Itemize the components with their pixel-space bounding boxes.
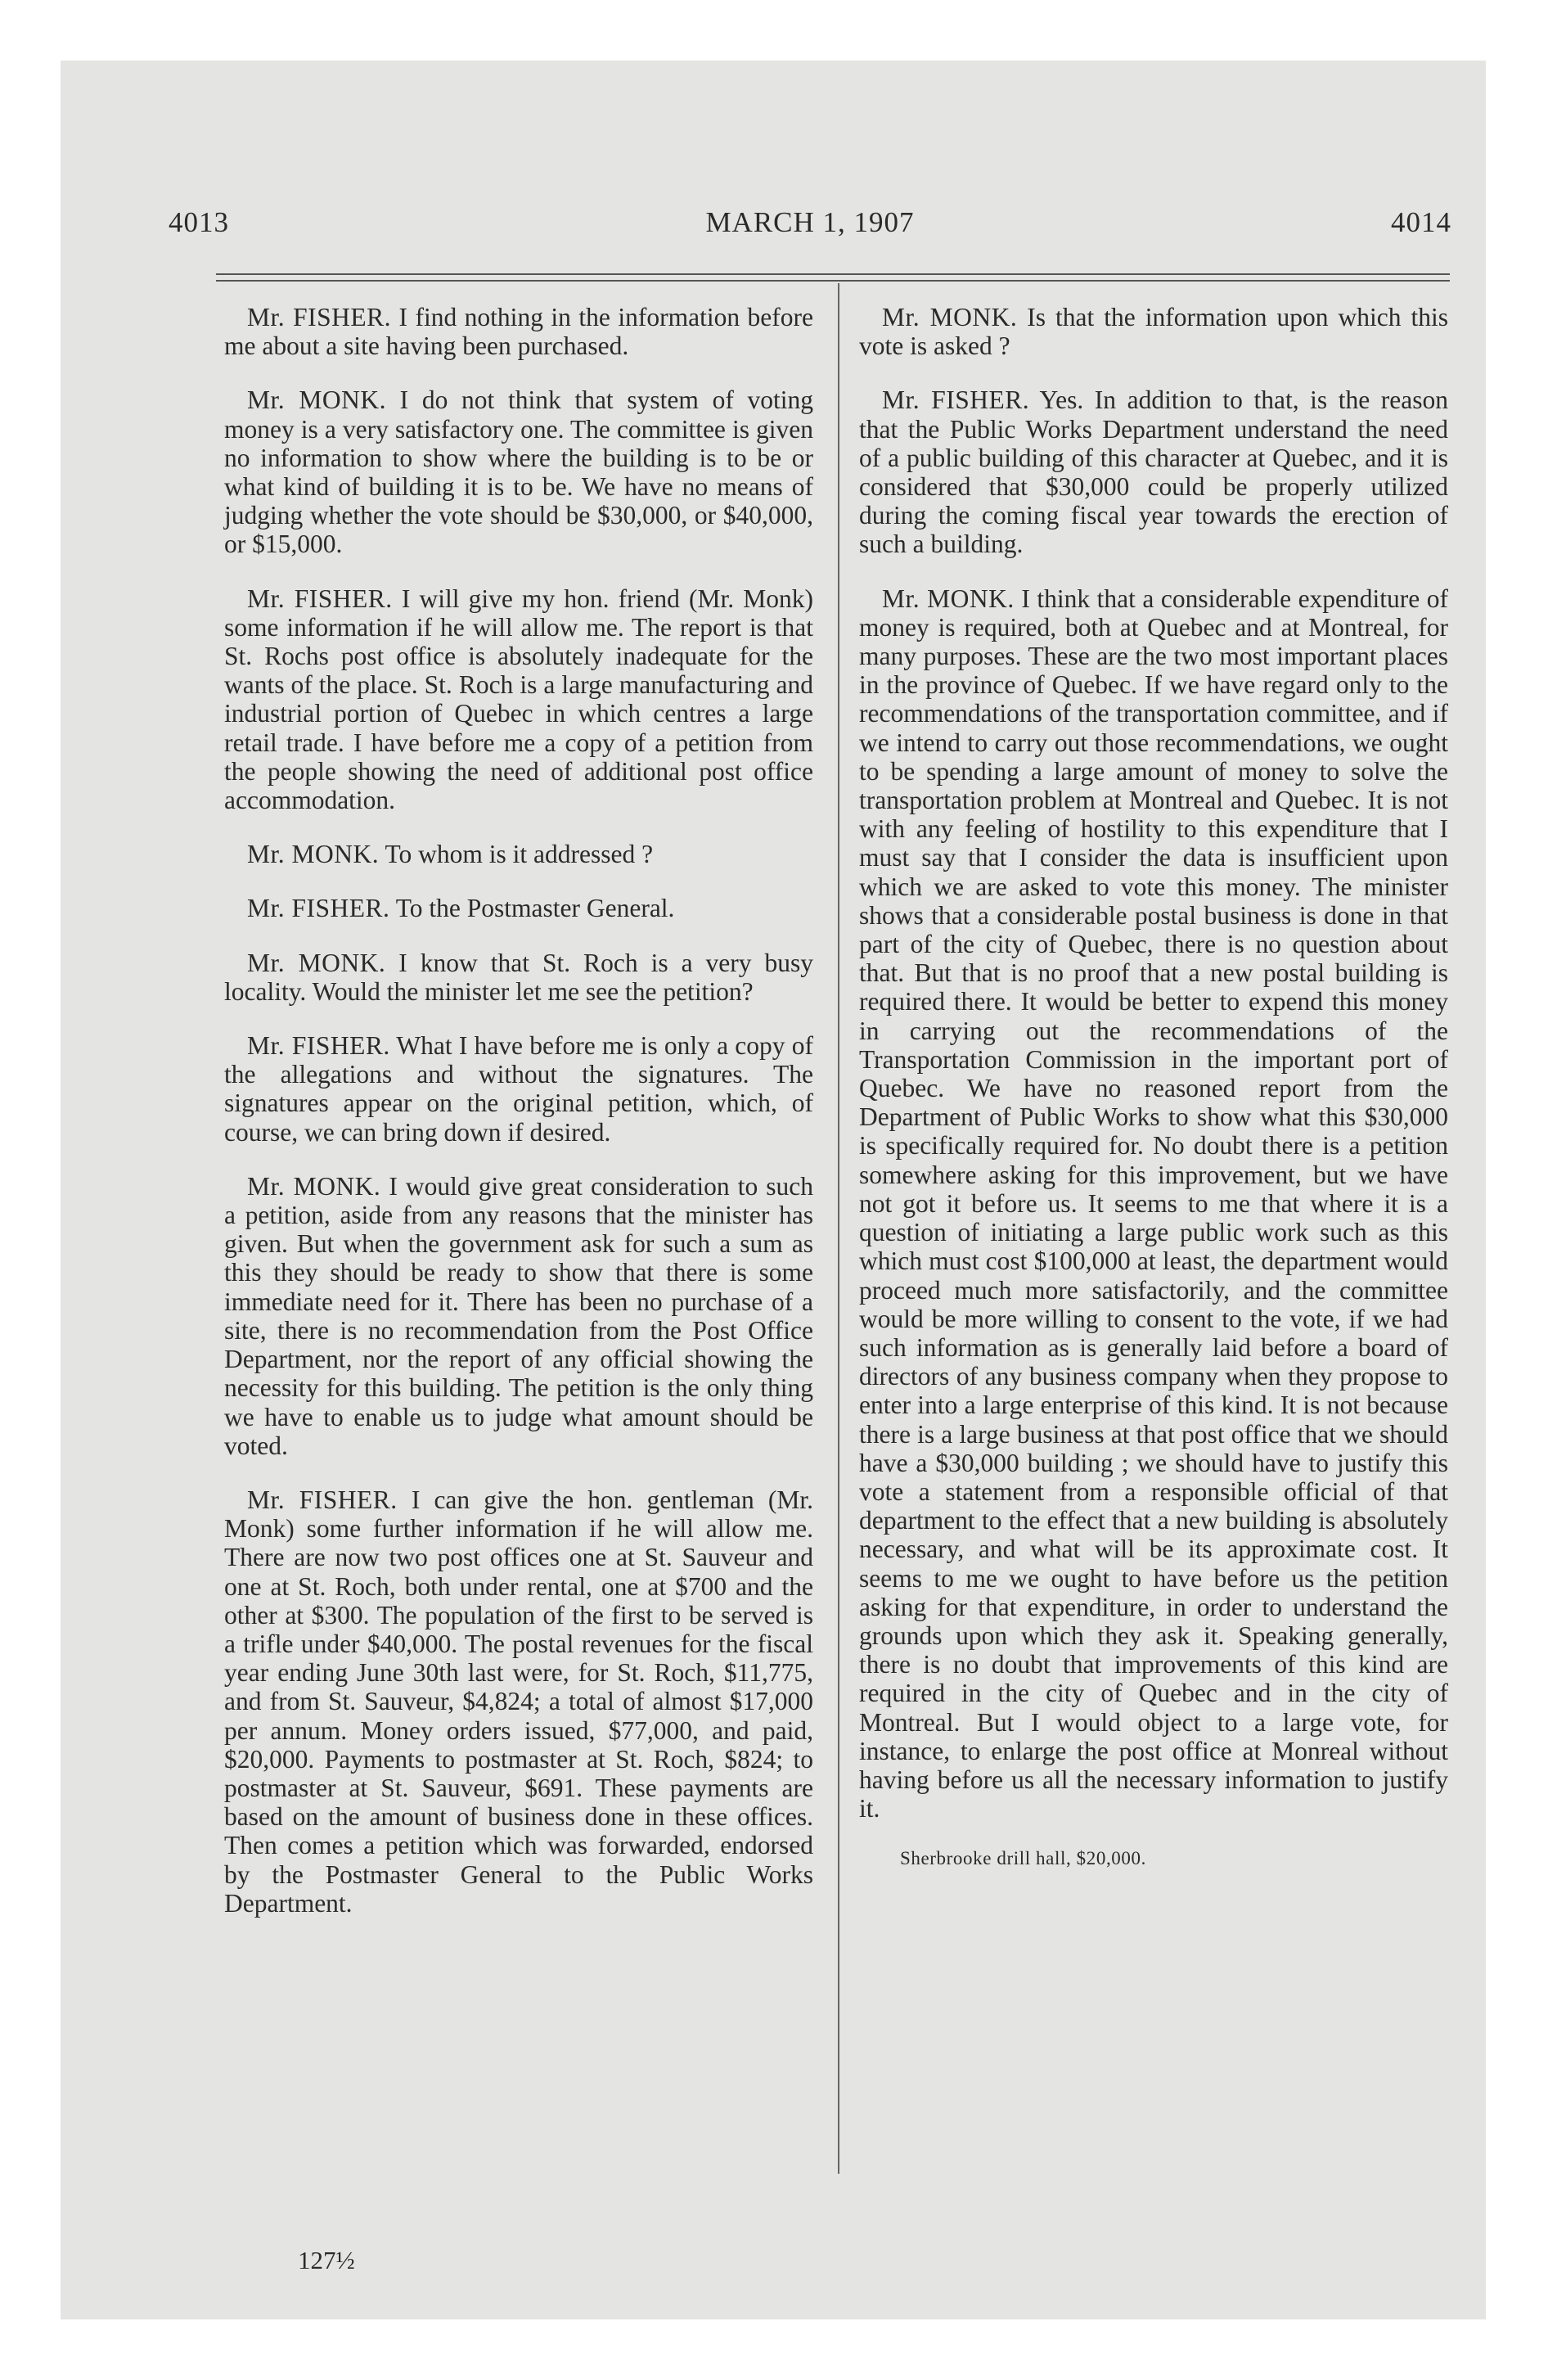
speech-paragraph	[224, 1485, 813, 1918]
speech-paragraph	[224, 584, 813, 815]
speech-text: I do not think that system of voting money is a very satisfactory one. The committee is given no information to show where the building is to be or what kind of building it is to be. We have no means of judging whether the vote should be $30,000, or $40,000, or $15,000.	[224, 385, 814, 559]
speech-text: I will give my hon. friend (Mr. Monk) some information if he will allow me. The report is that St. Rochs post office is absolutely inadequate for the wants of the place. St. Roch is a large manufacturing and industrial portion of Quebec in which centres a large retail trade. I have before me a copy of a petition from the people showing the need of additional post office accommodation.	[224, 584, 813, 815]
speech-paragraph	[859, 584, 1448, 1823]
folio-mark: 127½	[298, 2246, 355, 2274]
speaker-name: Mr. FISHER.	[247, 894, 390, 923]
speech-paragraph	[224, 1031, 813, 1147]
speaker-name: Mr. FISHER.	[247, 303, 392, 331]
speech-paragraph	[224, 385, 813, 558]
speech-paragraph	[224, 840, 813, 868]
header-rule	[216, 273, 1450, 275]
page-number-right: 4014	[1391, 206, 1451, 238]
speech-text: To the Postmaster General.	[395, 894, 675, 923]
speaker-name: Mr. MONK.	[882, 584, 1015, 613]
left-column	[224, 303, 813, 1943]
speech-text: I would give great consideration to such a petition, aside from any reasons that the minister has given. But when the government ask for such a sum as this they should be ready to show that there is some immediate need for it. There has been no purchase of a site, there is no recommendation from the Post Office Department, nor the report of any official showing the necessity for this building. The petition is the only thing we have to enable us to judge what amount should be voted.	[224, 1171, 813, 1460]
page-number-left: 4013	[169, 206, 229, 238]
speaker-name: Mr. MONK.	[247, 385, 386, 415]
speech-text: I find nothing in the information before me about a site having been purchased.	[224, 303, 813, 361]
page-header	[169, 206, 1451, 247]
speaker-name: Mr. MONK.	[882, 303, 1018, 331]
speech-paragraph	[224, 949, 813, 1006]
header-rule	[216, 280, 1450, 282]
speech-paragraph	[859, 385, 1448, 558]
speaker-name: Mr. FISHER.	[247, 1031, 390, 1061]
document-page	[61, 61, 1486, 2319]
speech-paragraph	[859, 303, 1448, 360]
speaker-name: Mr. FISHER.	[247, 1485, 398, 1514]
speech-text: I think that a considerable expenditure of money is required, both at Quebec and at Montreal, for many purposes. These are the two most important places in the province of Quebec. If we have regard only to the recommendations of the transportation committee, and if we intend to carry out those recommendations, we ought to be spending a large amount of money to solve the transportation problem at Montreal and Quebec. It is not with any feeling of hostility to this expenditure that I must say that I consider the data is insufficient upon which we are asked to vote this money. The minister shows that a considerable postal business is done in that part of the city of Quebec, there is no question about that. But that is no proof that a new postal building is required there. It would be better to expend this money in carrying out the recommendations of the Transportation Commission in the important port of Quebec. We have no reasoned report from the Department of Public Works to show what this $30,000 is specifically required for. No doubt there is a petition somewhere asking for this improvement, but we have not got it before us. It seems to me that where it is a question of initiating a large public work such as this which must cost $100,000 at least, the department would proceed much more satisfactorily, and the committee would be more willing to consent to the vote, if we had such information as is generally laid before a board of directors of any business company when they propose to enter into a large enterprise of this kind. It is not because there is a large business at that post office that we should have a $30,000 building ; we should have to justify this vote a statement from a responsible official of that department to the effect that a new building is absolutely necessary, and what will be its approximate cost. It seems to me we ought to have before us the petition asking for that expenditure, in order to understand the grounds upon which they ask it. Speaking generally, there is no doubt that improvements of this kind are required in the city of Quebec and in the city of Montreal. But I would object to a large vote, for instance, to enlarge the post office at Monreal without having before us all the necessary information to justify it.	[859, 584, 1449, 1823]
speaker-name: Mr. MONK.	[247, 948, 386, 977]
speech-text: What I have before me is only a copy of the allegations and without the signatures. The signatures appear on the original petition, which, of course, we can bring down if desired.	[224, 1031, 813, 1147]
speech-text: To whom is it addressed ?	[385, 840, 654, 869]
speech-paragraph	[224, 303, 813, 360]
speaker-name: Mr. FISHER.	[247, 584, 393, 613]
speech-text: Yes. In addition to that, is the reason that the Public Works Department understand the need of a public building of this character at Quebec, and it is considered that $30,000 could be properly utilized during the coming fiscal year towards the erection of such a building.	[859, 385, 1448, 559]
speaker-name: Mr. MONK.	[247, 1171, 381, 1201]
speech-paragraph	[224, 894, 813, 922]
column-divider	[838, 283, 839, 2174]
speaker-name: Mr. FISHER.	[882, 385, 1030, 415]
speech-text: I know that St. Roch is a very busy locality. Would the minister let me see the petition?	[224, 948, 814, 1006]
speech-text: I can give the hon. gentleman (Mr. Monk) some further information if he will allow me. There are now two post offices one at St. Sauveur and one at St. Roch, both under rental, one at $700 and the other at $300. The population of the first to be served is a trifle under $40,000. The postal revenues for the fiscal year ending June 30th last were, for St. Roch, $11,775, and from St. Sauveur, $4,824; a total of almost $17,000 per annum. Money orders issued, $77,000, and paid, $20,000. Payments to postmaster at St. Roch, $824; to postmaster at St. Sauveur, $691. These payments are based on the amount of business done in these offices. Then comes a petition which was forwarded, endorsed by the Postmaster General to the Public Works Department.	[224, 1485, 814, 1918]
page-title: MARCH 1, 1907	[705, 206, 915, 238]
estimate-item: Sherbrooke drill hall, $20,000.	[900, 1848, 1146, 1869]
speech-text: Is that the information upon which this vote is asked ?	[859, 303, 1449, 361]
right-column	[859, 303, 1448, 1896]
speaker-name: Mr. MONK.	[247, 840, 380, 869]
speech-paragraph	[224, 1172, 813, 1460]
